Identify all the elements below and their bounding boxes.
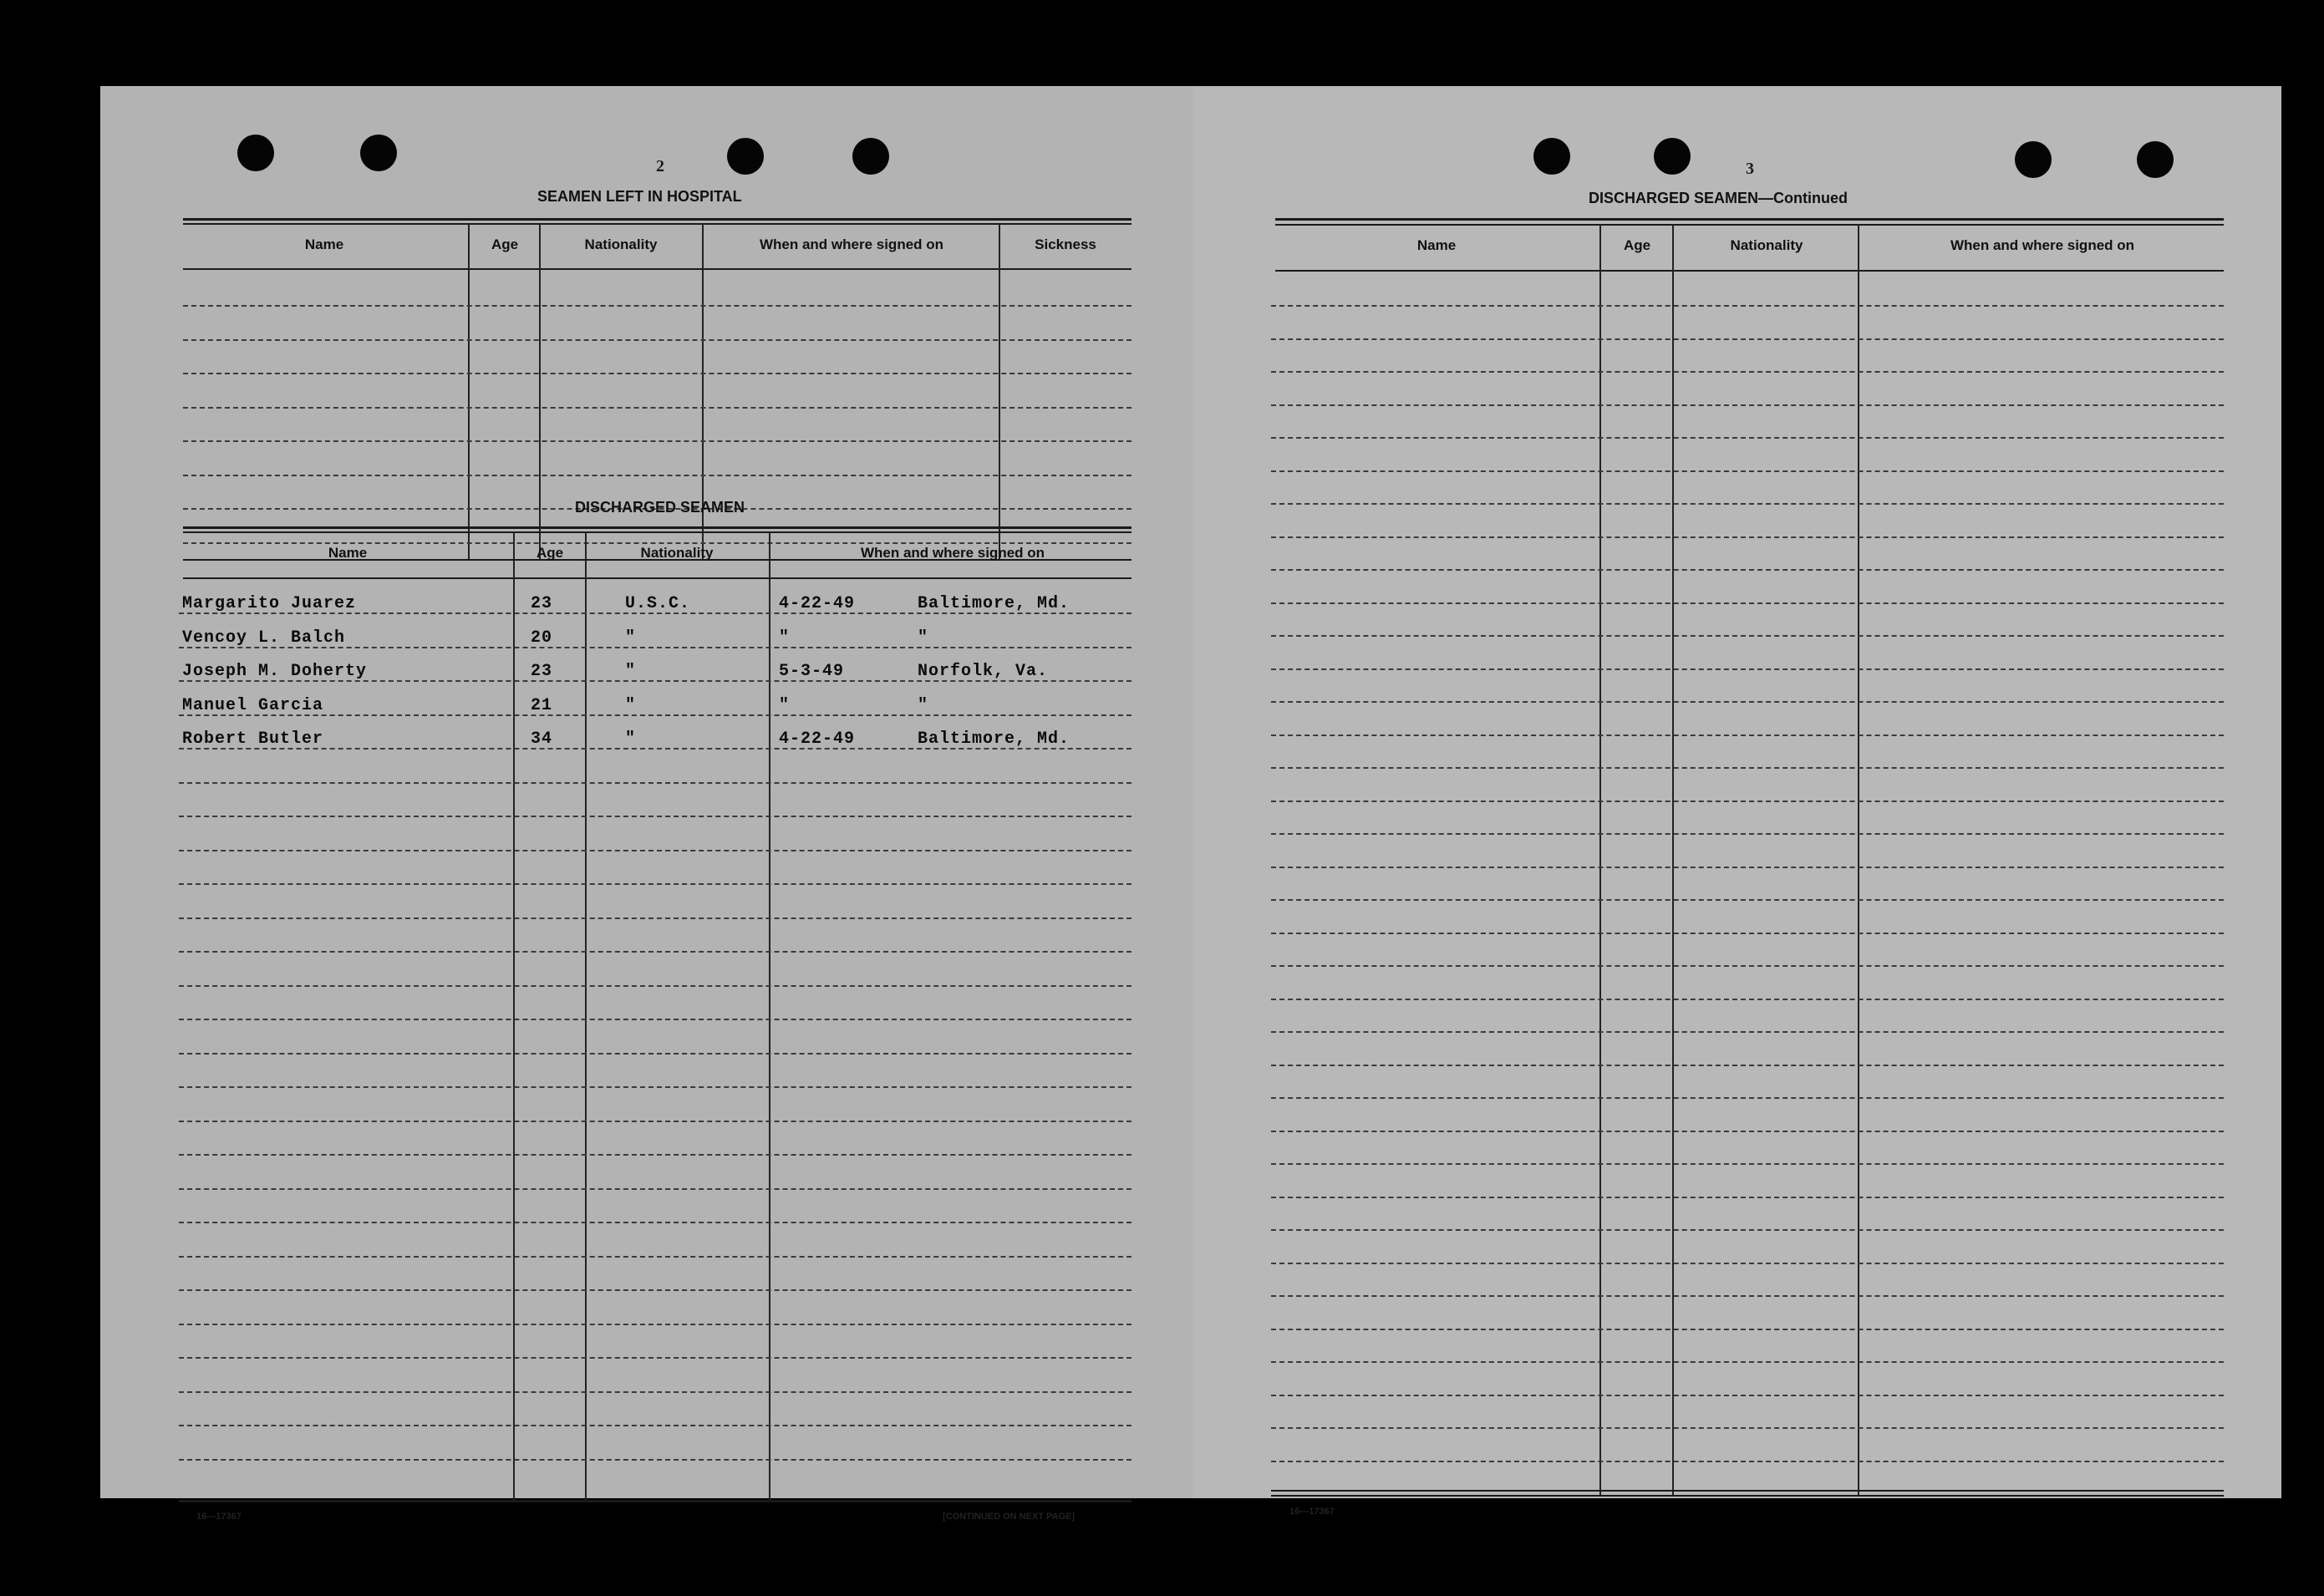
seaman-age: 23 <box>531 594 553 613</box>
row-line <box>179 1188 1131 1190</box>
row-line <box>183 475 1131 476</box>
table-bottom-rule <box>179 1500 1131 1502</box>
seaman-age: 34 <box>531 729 553 749</box>
seaman-age: 21 <box>531 695 553 715</box>
table-bottom-rule <box>1271 1490 2224 1492</box>
column-header-age: Age <box>1623 237 1651 253</box>
row-line <box>1271 635 2224 637</box>
signed-on-place: Baltimore, Md. <box>918 729 1070 749</box>
seaman-name: Margarito Juarez <box>182 594 357 613</box>
seaman-nationality: U.S.C. <box>625 594 691 613</box>
row-line <box>1271 1263 2224 1264</box>
seaman-nationality: " <box>625 662 637 681</box>
seaman-name: Joseph M. Doherty <box>182 662 368 681</box>
row-line <box>179 1256 1131 1258</box>
seaman-name: Vencoy L. Balch <box>182 628 346 648</box>
row-line <box>1271 1031 2224 1033</box>
row-line <box>179 1086 1131 1088</box>
row-line <box>1271 569 2224 571</box>
table-bottom-rule <box>1271 1495 2224 1497</box>
row-line <box>1271 1395 2224 1396</box>
row-line <box>1271 602 2224 604</box>
continued-note: [CONTINUED ON NEXT PAGE] <box>943 1512 1076 1522</box>
seaman-age: 23 <box>531 662 553 681</box>
seaman-name: Robert Butler <box>182 729 324 749</box>
row-line <box>179 1154 1131 1156</box>
row-line <box>1271 1427 2224 1429</box>
seaman-nationality: " <box>625 695 637 715</box>
header-underline <box>183 268 1131 270</box>
right-page <box>1193 86 2281 1517</box>
page-number: 3 <box>1746 160 1754 178</box>
column-header-age: Age <box>491 236 519 252</box>
row-line <box>1271 933 2224 934</box>
title-continued: —Continued <box>1758 190 1849 206</box>
signed-on-date: " <box>779 695 791 715</box>
punch-hole <box>2015 141 2052 178</box>
column-header-nationality: Nationality <box>1730 237 1803 253</box>
row-line <box>179 1121 1131 1122</box>
column-header-nationality: Nationality <box>584 236 658 252</box>
row-line <box>1271 999 2224 1000</box>
punch-hole <box>727 138 764 175</box>
divider <box>183 526 1131 529</box>
hospital-section-title: SEAMEN LEFT IN HOSPITAL <box>537 188 742 205</box>
row-line <box>1271 371 2224 373</box>
signed-on-place: Baltimore, Md. <box>918 594 1070 613</box>
page-number: 2 <box>656 157 664 175</box>
row-line <box>183 339 1131 341</box>
row-line <box>179 1459 1131 1461</box>
row-line <box>179 985 1131 987</box>
row-line <box>1271 668 2224 670</box>
divider <box>1275 218 2224 221</box>
row-line <box>179 1425 1131 1426</box>
row-line <box>179 1324 1131 1325</box>
column-header-name: Name <box>304 236 344 252</box>
row-line <box>1271 965 2224 967</box>
divider <box>183 223 1131 225</box>
row-line <box>1271 767 2224 769</box>
seaman-name: Manuel Garcia <box>182 695 324 715</box>
row-line <box>183 440 1131 442</box>
row-line <box>1271 801 2224 802</box>
seaman-nationality: " <box>625 729 637 749</box>
signed-on-date: 5-3-49 <box>779 662 845 681</box>
punch-hole <box>360 135 397 171</box>
column-header-signed-on: When and where signed on <box>1950 237 2135 253</box>
row-line <box>1271 734 2224 736</box>
row-line <box>179 1289 1131 1291</box>
left-page <box>100 86 1200 1522</box>
punch-hole <box>2137 141 2174 178</box>
row-line <box>1271 1329 2224 1330</box>
row-line <box>179 1222 1131 1223</box>
row-line <box>1271 503 2224 505</box>
row-line <box>1271 437 2224 439</box>
signed-on-date: " <box>779 628 791 648</box>
form-number: 16—17367 <box>1289 1507 1335 1517</box>
row-line <box>179 782 1131 784</box>
column-divider <box>1599 224 1601 1496</box>
header-underline <box>1275 270 2224 272</box>
row-line <box>1271 899 2224 901</box>
row-line <box>183 305 1131 307</box>
signed-on-date: 4-22-49 <box>779 729 856 749</box>
row-line <box>1271 867 2224 868</box>
seaman-nationality: " <box>625 628 637 648</box>
row-line <box>1271 1461 2224 1462</box>
column-header-signed-on: When and where signed on <box>759 236 944 252</box>
row-line <box>1271 1197 2224 1198</box>
column-header-name: Name <box>328 545 368 561</box>
row-line <box>1271 1163 2224 1165</box>
row-line <box>179 816 1131 817</box>
punch-hole <box>1654 138 1691 175</box>
row-line <box>1271 1131 2224 1132</box>
signed-on-place: Norfolk, Va. <box>918 662 1049 681</box>
row-line <box>1271 536 2224 538</box>
row-line <box>1271 1097 2224 1099</box>
column-divider <box>1672 224 1674 1496</box>
row-line <box>179 1053 1131 1055</box>
signed-on-place: " <box>918 628 929 648</box>
row-line <box>1271 470 2224 472</box>
column-header-nationality: Nationality <box>640 545 714 561</box>
column-divider <box>1858 224 1859 1496</box>
row-line <box>179 917 1131 919</box>
discharged-section-title: DISCHARGED SEAMEN <box>575 499 745 516</box>
row-line <box>1271 338 2224 340</box>
divider <box>1275 224 2224 226</box>
row-line <box>1271 305 2224 307</box>
divider <box>183 218 1131 221</box>
column-divider <box>468 223 470 561</box>
column-divider <box>999 223 1000 561</box>
row-line <box>1271 701 2224 703</box>
title-main: DISCHARGED SEAMEN <box>1589 190 1759 206</box>
row-line <box>1271 1065 2224 1066</box>
signed-on-place: " <box>918 695 929 715</box>
row-line <box>183 373 1131 374</box>
row-line <box>1271 404 2224 406</box>
row-line <box>179 1391 1131 1393</box>
punch-hole <box>1533 138 1570 175</box>
row-line <box>1271 833 2224 835</box>
header-underline <box>183 577 1131 579</box>
column-header-sickness: Sickness <box>1035 236 1096 252</box>
column-header-signed-on: When and where signed on <box>860 545 1045 561</box>
row-line <box>183 542 1131 544</box>
row-line <box>179 1357 1131 1359</box>
discharged-continued-title <box>1589 190 1848 207</box>
column-header-age: Age <box>536 545 564 561</box>
divider <box>183 531 1131 533</box>
row-line <box>179 951 1131 953</box>
signed-on-date: 4-22-49 <box>779 594 856 613</box>
seaman-age: 20 <box>531 628 553 648</box>
column-divider <box>539 223 541 561</box>
row-line <box>179 883 1131 885</box>
row-line <box>183 407 1131 409</box>
column-header-name: Name <box>1416 237 1457 253</box>
row-line <box>179 1019 1131 1020</box>
punch-hole <box>237 135 274 171</box>
row-line <box>1271 1295 2224 1297</box>
row-line <box>1271 1361 2224 1363</box>
punch-hole <box>852 138 889 175</box>
row-line <box>179 850 1131 851</box>
row-line <box>1271 1229 2224 1231</box>
form-number: 16—17367 <box>196 1512 242 1522</box>
